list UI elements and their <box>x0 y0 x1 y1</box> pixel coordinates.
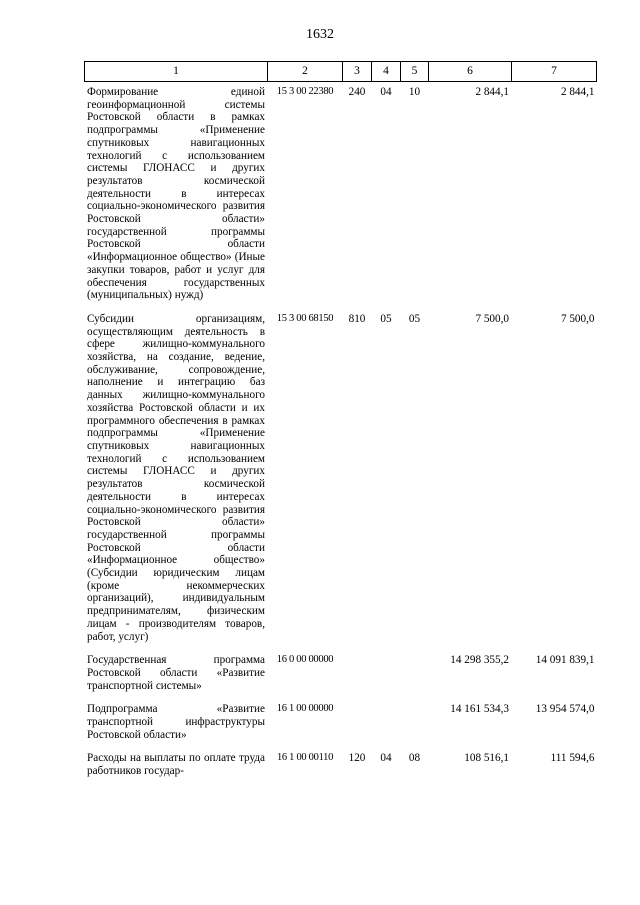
row-description: Расходы на выплаты по оплате труда работников государ- <box>87 752 265 778</box>
column-header-6: 6 <box>429 62 512 82</box>
row-code: 16 0 00 00000 <box>276 654 334 666</box>
row-col-5: 10 <box>408 86 421 98</box>
row-col-3: 240 <box>348 86 366 98</box>
row-amount-col-6: 2 844,1 <box>475 86 509 98</box>
row-col-4: 04 <box>380 86 392 98</box>
row-col-4 <box>372 652 401 701</box>
row-col-3 <box>343 701 372 750</box>
row-amount-col-7: 111 594,6 <box>550 752 595 765</box>
column-header-1: 1 <box>85 62 268 82</box>
row-col-3: 120 <box>348 752 366 765</box>
table-row <box>85 750 597 786</box>
row-amount-col-7: 14 091 839,1 <box>535 654 595 667</box>
row-col-3: 810 <box>348 312 366 325</box>
row-amount-col-6: 14 298 355,2 <box>450 654 509 667</box>
row-amount-col-6: 7 500,0 <box>475 312 509 325</box>
row-col-4 <box>372 701 401 750</box>
row-description: Подпрограмма «Развитие транспортной инфраструктуры Ростовской области» <box>87 703 265 741</box>
column-header-5: 5 <box>401 62 429 82</box>
table-row <box>85 701 597 750</box>
row-code: 16 1 00 00110 <box>276 752 334 764</box>
budget-table <box>84 61 597 787</box>
row-description: Субсидии организациям, осуществляющим деятельность в сфере жилищно-коммунального хозяйства, на создание, ведение, обслуживание, сопровождение, наполнение и интеграцию баз данных жилищно-коммунального хозяйства Ростовской области и их программного обеспечения в рамках подпрограммы «Применение спутниковых навигационных технологий с использованием системы ГЛОНАСС и других результатов космической деятельности в интересах социально-экономического развития Ростовской области» государственной программы Ростовской области «Информационное общество» (Субсидии юридическим лицам (кроме некоммерческих организаций), индивидуальным предпринимателям, физическим лицам - производителям товаров, работ, услуг) <box>87 312 265 643</box>
row-amount-col-6: 108 516,1 <box>464 752 509 765</box>
page-number: 1632 <box>306 27 334 42</box>
row-code: 15 3 00 68150 <box>276 312 334 324</box>
row-description: Государственная программа Ростовской области «Развитие транспортной системы» <box>87 654 265 692</box>
row-code: 15 3 00 22380 <box>276 86 334 97</box>
column-header-7: 7 <box>512 62 597 82</box>
row-col-4: 05 <box>380 312 392 325</box>
table-header-row <box>85 62 597 82</box>
table-row <box>85 311 597 652</box>
column-header-3: 3 <box>343 62 372 82</box>
row-amount-col-6: 14 161 534,3 <box>450 703 509 716</box>
table-row <box>85 82 597 311</box>
row-col-5: 05 <box>408 312 421 325</box>
column-header-4: 4 <box>372 62 401 82</box>
row-col-4: 04 <box>380 752 392 765</box>
column-header-2: 2 <box>268 62 343 82</box>
row-code: 16 1 00 00000 <box>276 703 334 715</box>
row-description: Формирование единой геоинформационной системы Ростовской области в рамках подпрограммы «Применение спутниковых навигационных технологий с использованием системы ГЛОНАСС и других результатов космической деятельности в интересах социально-экономического развития Ростовской области» государственной программы Ростовской области «Информационное общество» (Иные закупки товаров, работ и услуг для обеспечения государственных (муниципальных) нужд) <box>87 86 265 302</box>
row-col-5 <box>401 652 429 701</box>
row-col-5 <box>401 701 429 750</box>
table-row <box>85 652 597 701</box>
row-amount-col-7: 2 844,1 <box>560 86 595 98</box>
row-col-3 <box>343 652 372 701</box>
row-amount-col-7: 13 954 574,0 <box>535 703 595 716</box>
row-amount-col-7: 7 500,0 <box>560 312 595 325</box>
row-col-5: 08 <box>408 752 421 765</box>
